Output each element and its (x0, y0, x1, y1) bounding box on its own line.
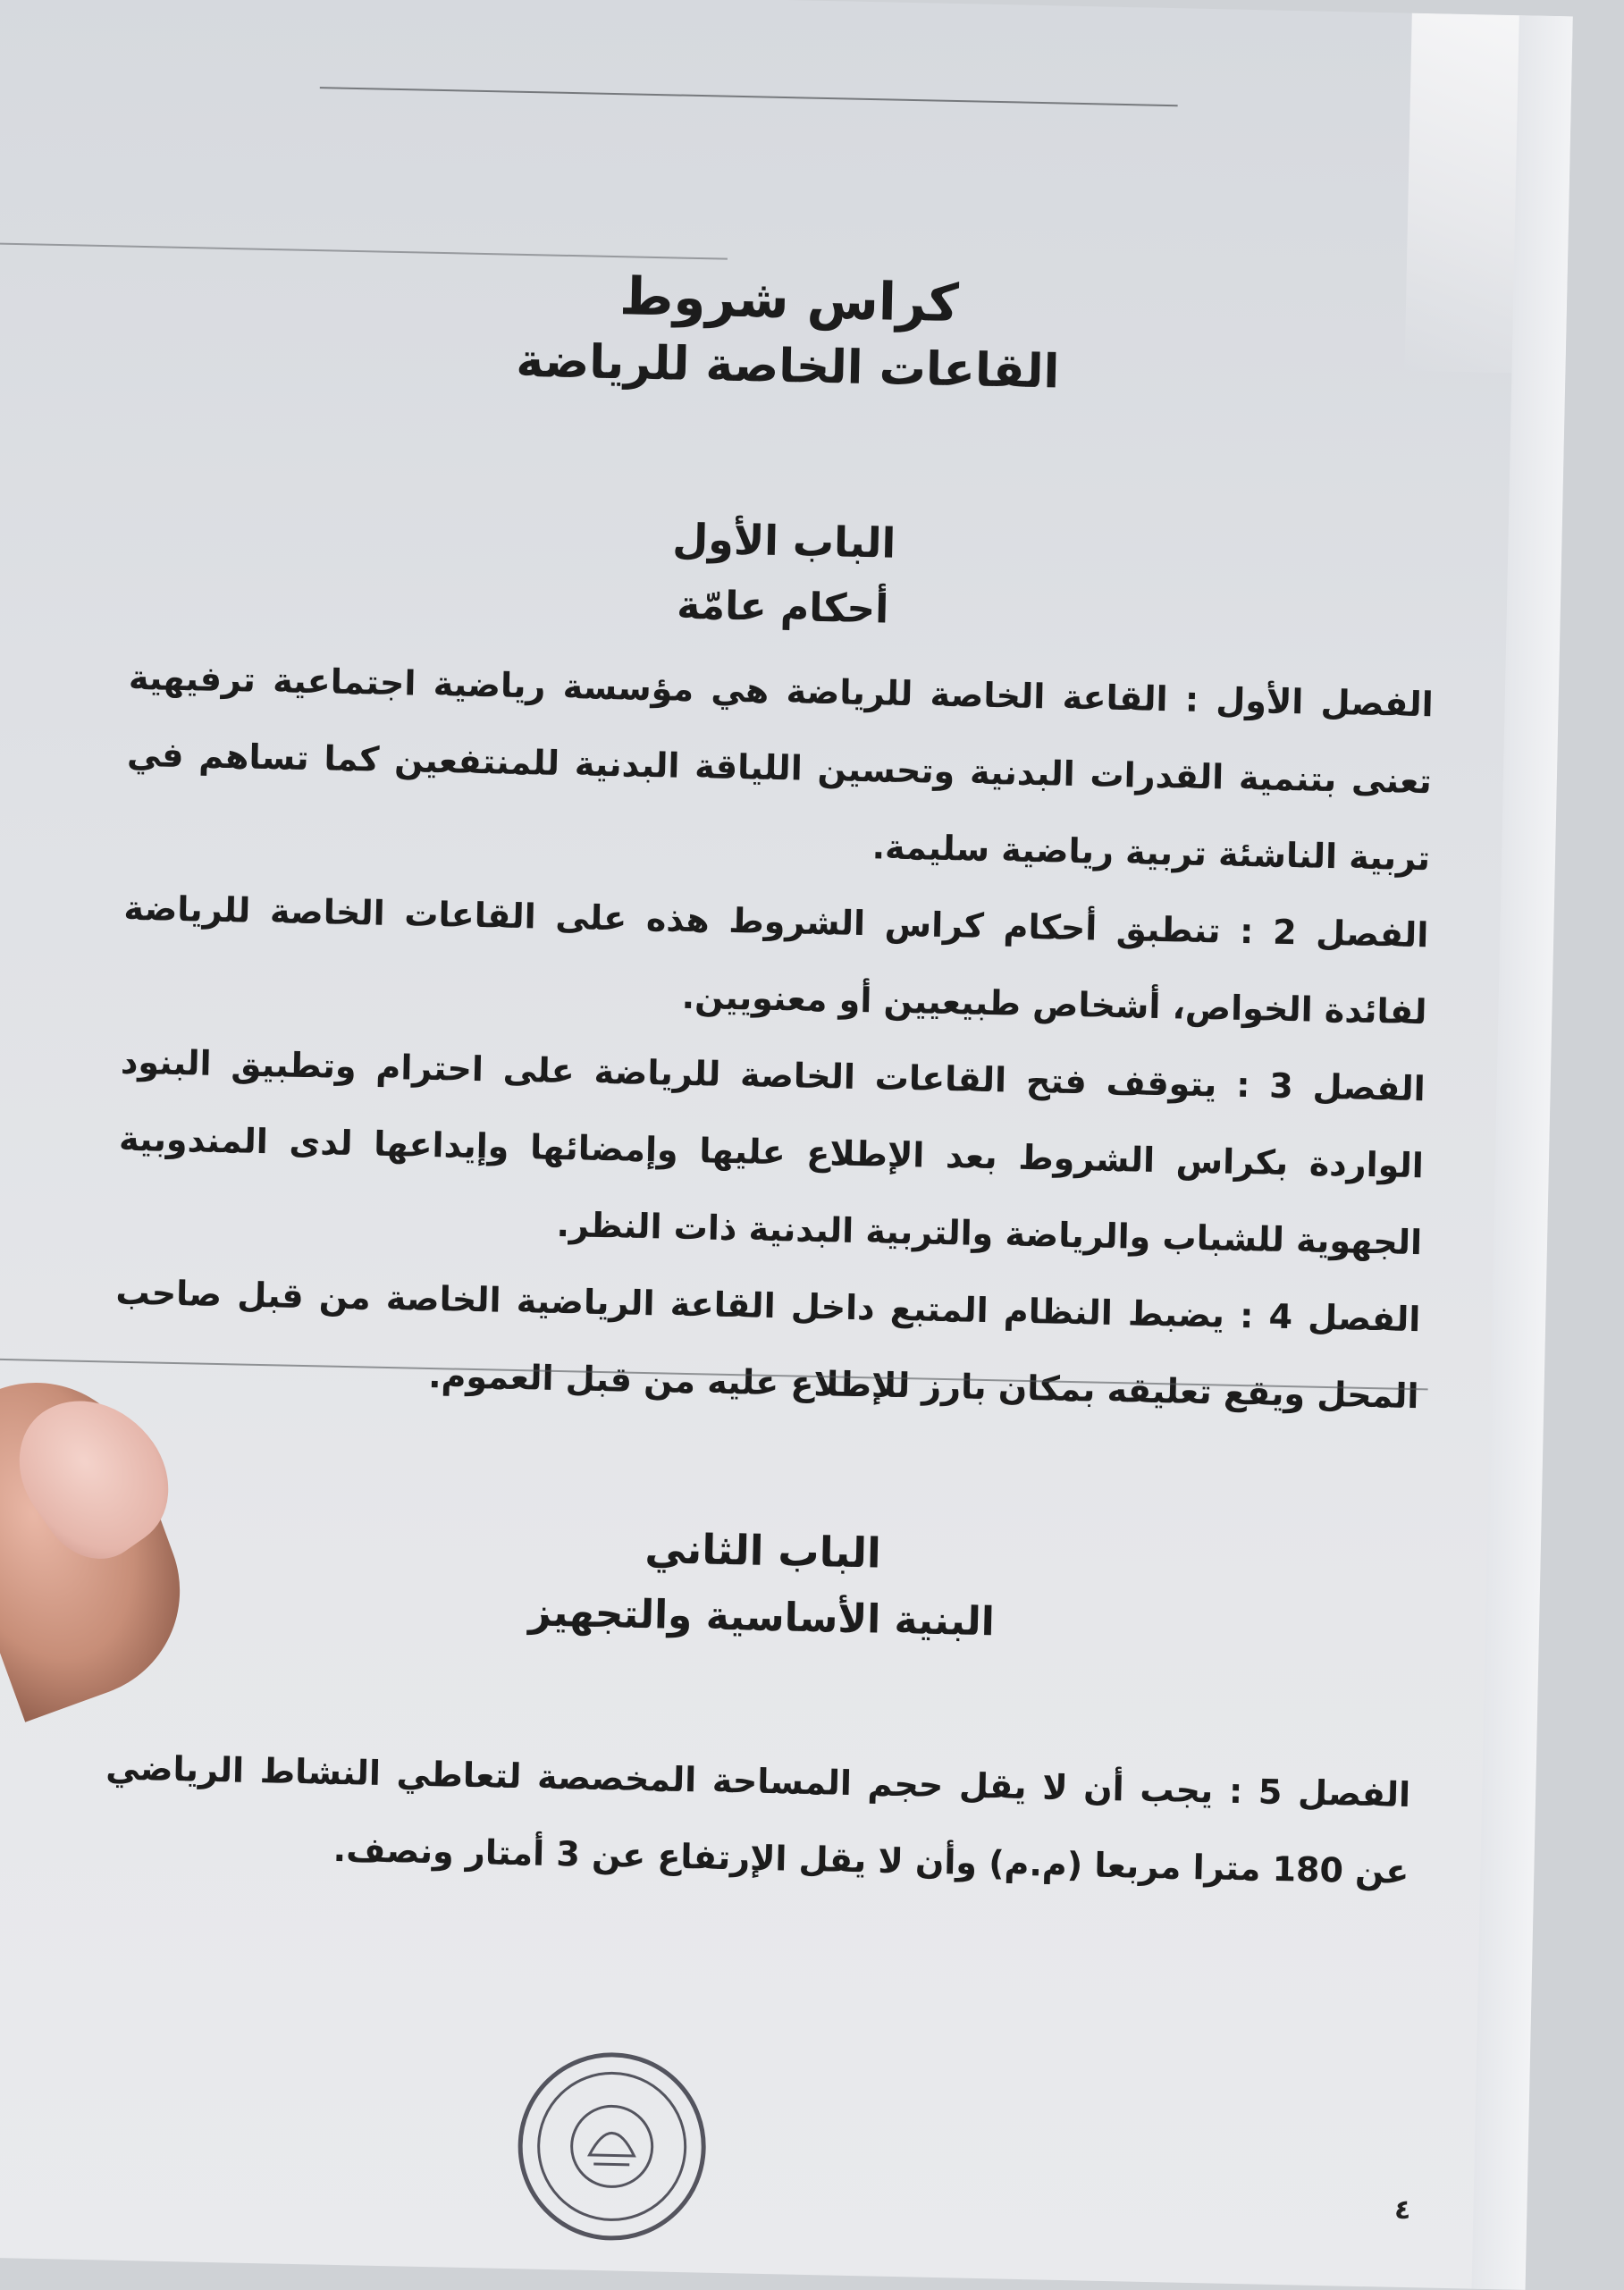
article-2: الفصل 2 : تنطبق أحكام كراس الشروط هذه على القاعات الخاصة للرياضة لفائدة الخواص، أشخاص طبيعيين أو معنويين. (123, 888, 1429, 1032)
faint-rule (0, 243, 728, 260)
top-dashed-rule (320, 87, 1178, 106)
document-subtitle: القاعات الخاصة للرياضة (515, 333, 1060, 400)
document-body (104, 255, 1443, 1910)
document-title: كراس شروط (618, 265, 960, 334)
chapter-2-heading: الباب الثاني (644, 1524, 882, 1578)
chapter-1-subheading: أحكام عامّة (676, 582, 889, 633)
chapter-2-subheading: البنية الأساسية والتجهيز (527, 1589, 996, 1646)
article-1: الفصل الأول : القاعة الخاصة للرياضة هي مؤسسة رياضية اجتماعية ترفيهية تعنى بتنمية القدرات البدنية وتحسين اللياقة البدنية للمنتفعين كما تساهم في تربية الناشئة تربية رياضية سليمة. (126, 657, 1435, 879)
article-5: الفصل 5 : يجب أن لا يقل حجم المساحة المخصصة لتعاطي النشاط الرياضي عن 180 مترا مربعا (م.م) وأن لا يقل الإرتفاع عن 3 أمتار ونصف. (105, 1747, 1411, 1892)
article-3: الفصل 3 : يتوقف فتح القاعات الخاصة للرياضة على احترام وتطبيق البنود الواردة بكراس الشروط بعد الإطلاع عليها وإمضائها وإيداعها لدى المندوبية الجهوية للشباب والرياضة والتربية البدنية ذات النظر. (118, 1041, 1426, 1263)
chapter-1-heading: الباب الأول (671, 514, 896, 568)
page-number: ٤ (1393, 2193, 1411, 2227)
article-4: الفصل 4 : يضبط النظام المتبع داخل القاعة الرياضية الخاصة من قبل صاحب المحل ويقع تعليقه بمكان بارز للإطلاع عليه من قبل العموم. (115, 1272, 1421, 1417)
official-stamp (516, 2050, 707, 2242)
